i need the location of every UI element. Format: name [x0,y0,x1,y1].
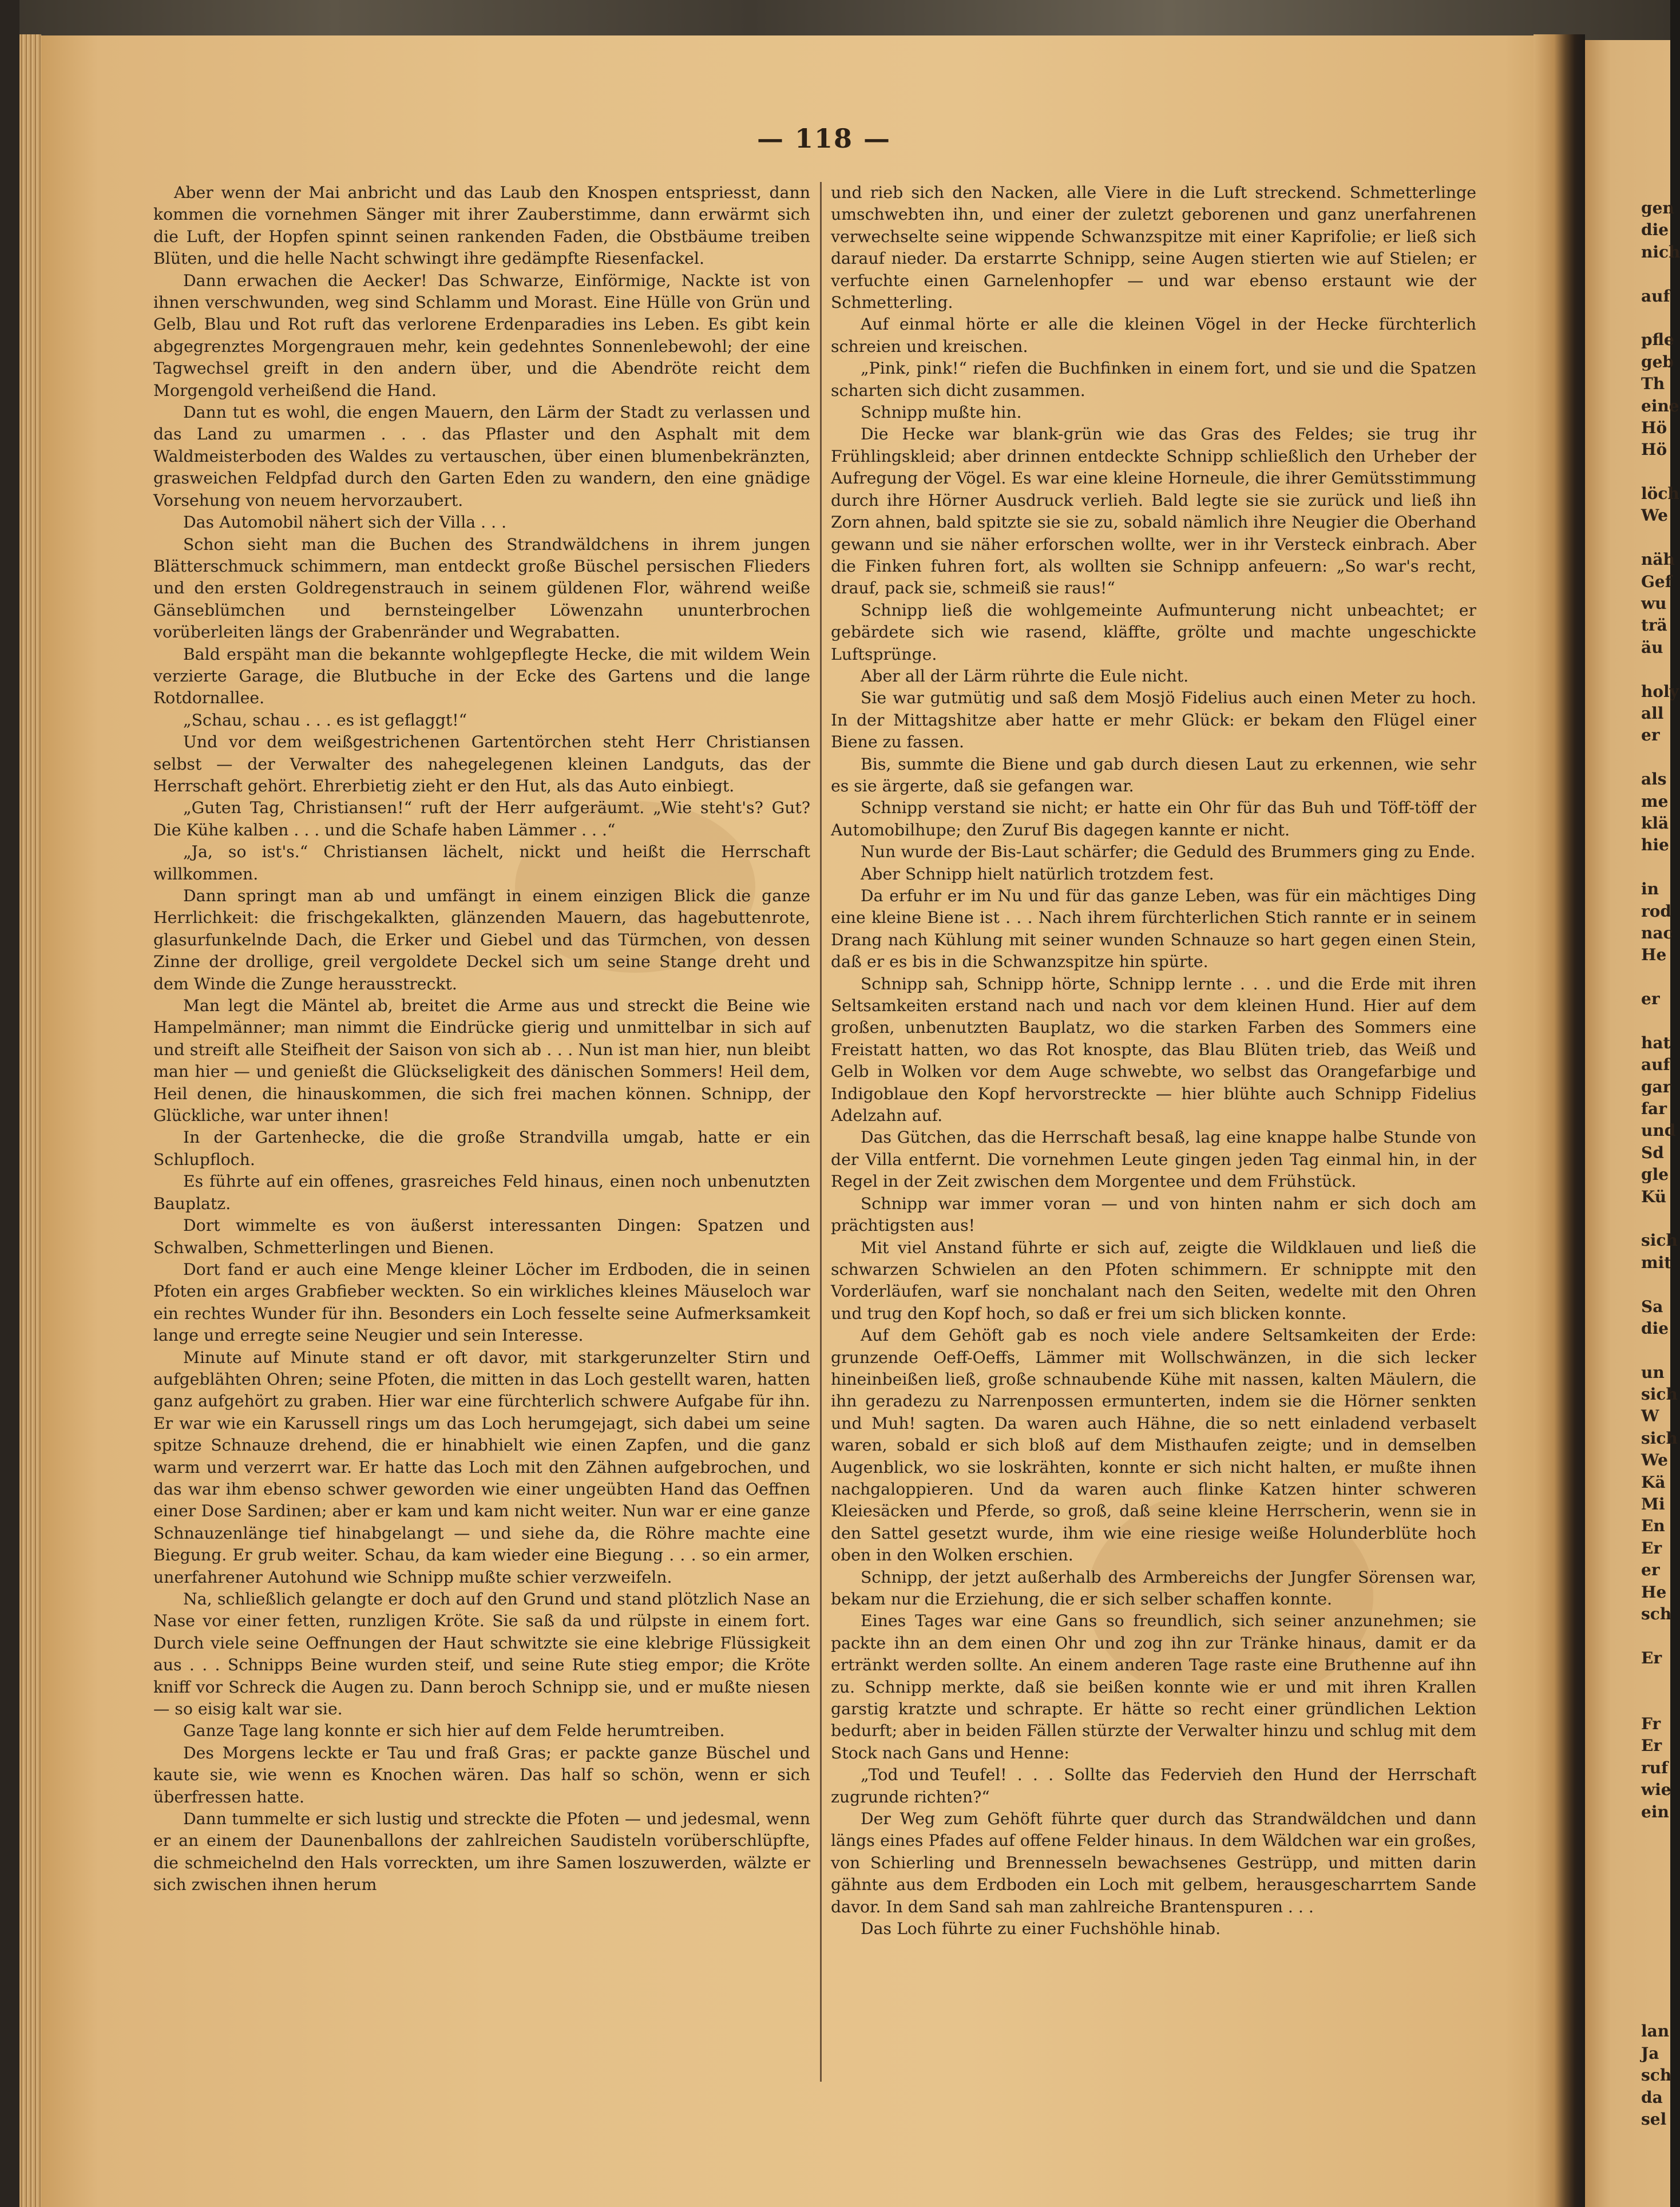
next-page-word-fragment [1641,1340,1670,1361]
next-page-word-fragment: nac [1641,923,1673,942]
next-page-word-fragment [1641,1933,1670,1955]
next-page-word-fragment: lan [1641,2022,1670,2041]
paragraph: Man legt die Mäntel ab, breitet die Arme aus und streckt die Beine wie Hampelmänner; man nimmt die Eindrücke gierig und unmittelbar in sich auf und streift alle Steifheit der Saison von sich ab . . . Nun ist man hier, nun bleibt man hier — und genießt die Glückseligkeit des dänischen Sommers! Heil dem, Heil denen, die hinauskommen, die sich frei machen können. Schnipp, der Glückliche, war unter ihnen! [153,996,810,1126]
next-page-word-fragment: die [1641,1318,1669,1338]
next-page-word-fragment: gen [1641,199,1674,217]
next-page-word-fragment: da [1641,2087,1663,2107]
next-page-word-fragment: We [1641,506,1668,525]
next-page-word-fragment: auf [1641,1055,1670,1075]
next-page-word-fragment [1641,1889,1670,1911]
next-page-word-fragment [1641,857,1670,878]
paragraph: Das Gütchen, das die Herrschaft besaß, lag eine knappe halbe Stunde von der Villa entfernt. Die vornehmen Leute gingen jeden Tag einmal hin, in der Regel in der Zeit zwischen dem Morgentee und dem Frühstück. [831,1128,1476,1191]
paragraph: Bald erspäht man die bekannte wohlgepflegte Hecke, die mit wildem Wein verzierte Garage, die Blutbuche in der Ecke des Gartens und die lange Rotdornallee. [153,644,810,708]
next-page-word-fragment: un [1641,1362,1665,1382]
next-page-word-fragment: auf [1641,286,1670,306]
paragraph: Und vor dem weißgestrichenen Gartentörchen steht Herr Christiansen selbst — der Verwalter des nahegelegenen kleinen Landguts, das der Herrschaft gehört. Ehrerbietig zieht er den Hut, als das Auto einbiegt. [153,732,810,795]
paragraph: Dann tummelte er sich lustig und streckte die Pfoten — und jedesmal, wenn er an einem der Daunenballons der zahlreichen Saudisteln vorüberschlüpfte, die schmeichelnd den Hals vorreckten, um ihre Samen loszuwerden, wälzte er sich zwischen ihnen herum [153,1809,810,1895]
next-page-word-fragment: er [1641,726,1660,745]
next-page-word-fragment: klä [1641,813,1669,833]
next-page-word-fragment: Hö [1641,440,1667,459]
next-page-word-fragment: er [1641,989,1660,1009]
next-page-word-fragment: Er [1641,1736,1662,1756]
paragraph: „Pink, pink!“ riefen die Buchfinken in einem fort, und sie und die Spatzen scharten sich dicht zusammen. [831,359,1476,400]
next-page-word-fragment: He [1641,945,1667,965]
next-page-word-fragment: We [1641,1451,1668,1470]
next-page-word-fragment: Hö [1641,418,1667,437]
next-page-word-fragment [1641,966,1670,988]
next-page-word-fragment: Sd [1641,1143,1664,1162]
paragraph: Minute auf Minute stand er oft davor, mit starkgerunzelter Stirn und aufgeblähten Ohren; seine Pfoten, die mitten in das Loch gestellt waren, hatten ganz aufgehört zu graben. Hier war eine fürchterlich schwere Aufgabe für ihn. Er war wie ein Karussell rings um das Loch herumgejagt, sich dabei um seine spitze Schnauze drehend, die er hinabhielt wie einen Zapfen, und die ganz warm und verzerrt war. Er hatte das Loch mit den Zähnen aufgebrochen, und das war ihm ebenso schwer geworden wie einer ungeübten Hand das Oeffnen einer Dose Sardinen; aber er kam und kam nicht weiter. Nun war er eine ganze Schnauzenlänge tief hinabgelangt — und siehe da, die Röhre machte eine Biegung. Er grub weiter. Schau, da kam wieder eine Biegung . . . so ein armer, unerfahrener Autohund wie Schnipp mußte schier verzweifeln. [153,1348,810,1587]
paragraph: Da erfuhr er im Nu und für das ganze Leben, was für ein mächtiges Ding eine kleine Biene ist . . . Nach ihrem fürchterlichen Stich rannte er in seinem Drang nach Kühlung mit seiner wunden Schnauze so hart gegen einen Stein, daß er es bis in die Schwanzspitze hin spürte. [831,886,1476,972]
paragraph: In der Gartenhecke, die die große Strandvilla umgab, hatte er ein Schlupfloch. [153,1128,810,1169]
paragraph: Aber all der Lärm rührte die Eule nicht. [861,666,1189,686]
next-page-word-fragment: Mi [1641,1495,1665,1514]
paragraph: Schnipp, der jetzt außerhalb des Armbereichs der Jungfer Sörensen war, bekam nur die Erziehung, die er sich selber schaffen konnte. [831,1567,1476,1608]
paragraph: Schnipp mußte hin. [861,403,1022,422]
page-edges [19,34,41,2207]
next-page-word-fragment [1641,1911,1670,1932]
next-page-word-fragment [1641,461,1670,483]
paragraph: Schnipp sah, Schnipp hörte, Schnipp lernte . . . und die Erde mit ihren Seltsamkeiten erstand nach und nach vor dem kleinen Hund. Hier auf dem großen, unbenutzten Bauplatz, wo die starken Farben des Sommers eine Freistatt hatten, wo das Rot knospte, das Blau Blüten trieb, das Weiß und Gelb in Wolken vor dem Auge schwebte, wo selbst das Orangefarbige und Indigoblaue den Kopf hervorstreckte — hier blühte auch Schnipp Fidelius Adelzahn auf. [831,974,1476,1126]
next-page-word-fragment: gar [1641,1077,1671,1096]
column-divider [820,182,822,2082]
paragraph: Der Weg zum Gehöft führte quer durch das Strandwäldchen und dann längs eines Pfades auf offene Felder hinaus. In dem Wäldchen war ein großes, von Schierling und Brennesseln bewachsenes Gestrüpp, und mitten darin gähnte aus dem Erdboden ein Loch mit gelbem, herausgescharrtem Sande davor. In dem Sand sah man zahlreiche Brantenspuren . . . [831,1809,1476,1916]
paragraph: Dort fand er auch eine Menge kleiner Löcher im Erdboden, die in seinen Pfoten ein arges Grabfieber weckten. So ein wirkliches kleines Mäuseloch war ein rechtes Wunder für ihn. Besonders ein Loch fesselte seine Aufmerksamkeit lange und erregte seine Neugier und sein Interesse. [153,1259,810,1345]
next-page-word-fragment: W [1641,1406,1659,1426]
next-page-word-fragment [1641,1823,1670,1845]
paragraph: Dann springt man ab und umfängt in einem einzigen Blick die ganze Herrlichkeit: die frischgekalkten, glänzenden Mauern, das hagebuttenrote, glasurfunkelnde Dach, die Erker und Giebel und das Türmchen, von dessen Zinne der drollige, greil vergoldete Deckel sich um seine Stange dreht und dem Winde die Zunge herausstreckt. [153,886,810,993]
next-page-word-fragment [1641,1845,1670,1867]
paragraph: Es führte auf ein offenes, grasreiches Feld hinaus, einen noch unbenutzten Bauplatz. [153,1172,810,1213]
next-page-word-fragment [1641,1274,1670,1295]
next-page-word-fragment: ein [1641,1802,1669,1821]
next-page-word-fragment: sel [1641,2109,1667,2129]
next-page-word-fragment: wie [1641,1780,1671,1800]
paragraph: „Ja, so ist's.“ Christiansen lächelt, nickt und heißt die Herrschaft willkommen. [153,842,810,883]
paragraph: „Tod und Teufel! . . . Sollte das Federvieh den Hund der Herrschaft zugrunde richten?“ [831,1765,1476,1806]
next-page-word-fragment: wu [1641,594,1667,613]
next-page-word-fragment: sich [1641,1385,1678,1404]
next-page-word-fragment [1641,1691,1670,1713]
paragraph: Sie war gutmütig und saß dem Mosjö Fidelius auch einen Meter zu hoch. In der Mittagshitze aber hatte er mehr Glück: er bekam den Flügel einer Biene zu fassen. [831,688,1476,752]
next-page-word-fragment: sich [1641,1428,1678,1448]
next-page-word-fragment [1641,1625,1670,1647]
paragraph: Das Loch führte zu einer Fuchshöhle hinab. [861,1919,1221,1939]
paragraph: „Guten Tag, Christiansen!“ ruft der Herr aufgeräumt. „Wie steht's? Gut? Die Kühe kalben . . . und die Schafe haben Lämmer . . .“ [153,798,810,839]
next-page-word-fragment: Fr [1641,1714,1661,1733]
right-text-column [831,182,1476,2082]
paragraph: Aber wenn der Mai anbricht und das Laub den Knospen entspriesst, dann kommen die vornehmen Sänger mit ihrer Zauberstimme, dann erwärmt sich die Luft, der Hopfen spinnt seinen rankenden Faden, die Obstbäume treiben Blüten, und die helle Nacht schwingt ihre gedämpfte Riesenfackel. [153,183,810,268]
paragraph: Schnipp ließ die wohlgemeinte Aufmunterung nicht unbeachtet; er gebärdete sich wie rasend, kläffte, grölte und machte ungeschickte Luftsprünge. [831,600,1476,664]
paragraph: Auf einmal hörte er alle die kleinen Vögel in der Hecke fürchterlich schreien und kreischen. [831,315,1476,356]
next-page-word-fragment: löch [1641,484,1679,504]
next-page-word-fragment [1641,1999,1670,2020]
next-page-word-fragment [1641,1955,1670,1976]
book-gutter [1534,34,1585,2207]
next-page-word-fragment: Kä [1641,1472,1666,1492]
next-page-word-fragment [1641,747,1670,768]
next-page-word-fragment: sich [1641,1231,1678,1250]
next-page-word-fragment: Sa [1641,1297,1663,1316]
next-page-word-fragment [1641,1010,1670,1032]
paragraph: Dann tut es wohl, die engen Mauern, den Lärm der Stadt zu verlassen und das Land zu umarmen . . . das Pflaster und den Asphalt mit dem Waldmeisterboden des Waldes zu vertauschen, über einen blumenbekränzten, grasweichen Feldpfad durch den Garten Eden zu wandern, den eine gnädige Vorsehung von neuem hervorzaubert. [153,403,810,510]
next-page-word-fragment: gle [1641,1165,1669,1184]
paragraph: Die Hecke war blank-grün wie das Gras des Feldes; sie trug ihr Frühlingskleid; aber drinnen entdeckte Schnipp schließlich den Urheber der Aufregung der Vögel. Es war eine kleine Horneule, die ihrer Gemütsstimmung durch ihre Hörner Ausdruck verlieh. Bald legte sie sie zurück und ließ ihn Zorn ahnen, bald spitzte sie sie zu, sobald nämlich ihre Neugier die Oberhand gewann und sie näher erforschen wollte, wer in ihr Versteck einbrach. Aber die Finken fuhren fort, als wollten sie Schnipp anfeuern: „So war's recht, drauf, pack sie, schmeiß sie raus!“ [831,425,1476,598]
next-page-word-fragment [1641,1669,1670,1691]
paragraph: Dann erwachen die Aecker! Das Schwarze, Einförmige, Nackte ist von ihnen verschwunden, weg sind Schlamm und Morast. Eine Hülle von Grün und Gelb, Blau und Rot ruft das verlorene Erdenparadies ins Leben. Es gibt kein abgegrenztes Morgengrauen mehr, kein gedehntes Sonnenlebewohl; der eine Tagwechsel greift in den andern über, und die Abendröte reicht dem Morgengold verheißend die Hand. [153,271,810,400]
paragraph: Des Morgens leckte er Tau und fraß Gras; er packte ganze Büschel und kaute sie, wie wenn es Knochen wären. Das half so schön, wenn er sich überfressen hatte. [153,1743,810,1806]
next-page-word-fragment: Ja [1641,2043,1659,2063]
paragraph: Eines Tages war eine Gans so freundlich, sich seiner anzunehmen; sie packte ihn an dem einen Ohr und zog ihn zur Tränke hinaus, damit er da ertränkt werden sollte. An einem anderen Tage raste eine Bruthenne auf ihn zu. Schnipp merkte, daß sie beißen konnte wie er und mit ihren Krallen garstig kratzte und schrapte. Er hätte so recht einer gründlichen Lektion bedurft; aber in beiden Fällen stürzte der Verwalter hinzu und schlug mit dem Stock nach Gans und Henne: [831,1611,1476,1762]
paragraph: Schnipp verstand sie nicht; er hatte ein Ohr für das Buh und Töff-töff der Automobilhupe; den Zuruf Bis dagegen kannte er nicht. [831,798,1476,839]
next-page-word-fragment: Kü [1641,1187,1667,1206]
next-page-word-fragment: sch [1641,2066,1672,2085]
next-page-word-fragment: näh [1641,550,1675,569]
next-page-word-fragment: hat [1641,1033,1671,1052]
next-page-word-fragment: ruf [1641,1758,1669,1777]
next-page-word-fragment: geb [1641,352,1674,371]
next-page-word-fragment: He [1641,1582,1667,1602]
next-page-word-fragment [1641,659,1670,680]
next-page-word-fragment: Er [1641,1648,1662,1667]
next-page-column-fragment [1641,197,1680,2130]
paragraph: Aber Schnipp hielt natürlich trotzdem fest. [861,864,1214,883]
next-page-word-fragment: als [1641,770,1667,789]
next-page-word-fragment: Er [1641,1538,1662,1558]
next-page-word-fragment: rod [1641,901,1672,921]
next-page-word-fragment [1641,1867,1670,1889]
paragraph: Schon sieht man die Buchen des Strandwäldchens in ihrem jungen Blätterschmuck schimmern, man entdeckt große Büschel persischen Flieders und den ersten Goldregenstrauch in seinem güldenen Flor, während weiße Gänseblümchen und bernsteingelber Löwenzahn ununterbrochen vorüberleiten längs der Grabenränder und Wegrabatten. [153,534,810,642]
next-page-word-fragment: sch [1641,1604,1672,1623]
next-page-word-fragment: far [1641,1099,1667,1119]
next-page-word-fragment: me [1641,791,1669,811]
paragraph: Ganze Tage lang konnte er sich hier auf dem Felde herumtreiben. [183,1721,725,1741]
paragraph: Schnipp war immer voran — und von hinten nahm er sich doch am prächtigsten aus! [831,1194,1476,1235]
next-page-word-fragment: die [1641,220,1669,240]
paragraph: Na, schließlich gelangte er doch auf den Grund und stand plötzlich Nase an Nase vor einer fetten, runzligen Kröte. Sie saß da und rülpste in einem fort. Durch viele seine Oeffnungen der Haut schwitzte sie eine klebrige Flüssigkeit aus . . . Schnipps Beine wurden steif, und seine Rute stieg empor; die Kröte kniff vor Schreck die Augen zu. Dann beroch Schnipp sie, und er mußte niesen — so eisig kalt war sie. [153,1590,810,1719]
next-page-word-fragment: all [1641,703,1664,723]
paragraph: Das Automobil nähert sich der Villa . . . [183,513,507,532]
next-page-word-fragment: holy [1641,681,1679,701]
paragraph: Bis, summte die Biene und gab durch diesen Laut zu erkennen, wie sehr es sie ärgerte, daß sie gefangen war. [831,754,1476,795]
next-page-word-fragment: Gef [1641,572,1672,591]
next-page-word-fragment [1641,307,1670,329]
next-page-word-fragment: hie [1641,835,1669,855]
book-binding [0,0,19,2207]
paragraph: Mit viel Anstand führte er sich auf, zeigte die Wildklauen und ließ die schwarzen Schwielen an den Pfoten schimmern. Er schnippte mit den Vorderläufen, warf sie nonchalant nach den Seiten, wedelte mit den Ohren und trug den Kopf hoch, so daß er frei um sich blicken konnte. [831,1238,1476,1323]
next-page-word-fragment: trä [1641,616,1667,635]
next-page-word-fragment [1641,263,1670,285]
next-page-word-fragment: äu [1641,637,1663,657]
next-page-word-fragment: pfle [1641,330,1674,350]
paragraph: Nun wurde der Bis-Laut schärfer; die Geduld des Brummers ging zu Ende. [861,842,1476,862]
next-page-word-fragment: nich [1641,242,1680,261]
paragraph: und rieb sich den Nacken, alle Viere in die Luft streckend. Schmetterlinge umschwebten ihn, und einer der zuletzt geborenen und ganz unerfahrenen verwechselte seine wippende Schwanzspitze mit einer Kaprifolie; er ließ sich darauf nieder. Da erstarrte Schnipp, seine Augen stierten wie auf Stielen; er verfuchte einen Garnelenhopfer — und war ebenso erstaunt wie der Schmetterling. [831,183,1476,312]
next-page-word-fragment: mit [1641,1253,1672,1272]
next-page-word-fragment: in [1641,879,1659,899]
paragraph: Auf dem Gehöft gab es noch viele andere Seltsamkeiten der Erde: grunzende Oeff-Oeffs, Lämmer mit Wollschwänzen, in die sich lecker hineinbeißen ließ, große schnaubende Kühe mit nassen, kalten Mäulern, die ihn geradezu zu Narrenpossen ermunterten, indem sie die Hörner senkten und Muh! sagten. Da waren auch Hähne, die so nett einladend verbaselt waren, sobald er sich bloß auf dem Misthaufen zeigte; und in demselben Augenblick, wo sie loskrähten, konnte er sich nicht halten, er mußte ihnen nachgaloppieren. Und da waren auch flinke Katzen hinter schweren Kleiesäcken und Pferde, so groß, daß seine kleine Herrscherin, wenn sie in den Sattel gesetzt wurde, ihm wie eine riesige weiße Holunderblüte hoch oben in den Wolken erschien. [831,1326,1476,1565]
next-page-word-fragment: En [1641,1516,1665,1536]
book-top-edge [0,0,1670,40]
next-page-word-fragment [1641,1977,1670,1999]
next-page-word-fragment [1641,527,1670,549]
next-page-word-fragment: eine [1641,396,1679,415]
page-number: — 118 — [756,123,891,154]
next-page-word-fragment [1641,1208,1670,1230]
next-page-word-fragment: er [1641,1560,1660,1580]
next-page-word-fragment: und [1641,1121,1676,1140]
next-page-word-fragment: Th [1641,374,1665,394]
paragraph: Dort wimmelte es von äußerst interessanten Dingen: Spatzen und Schwalben, Schmetterlingen und Bienen. [153,1216,810,1257]
left-text-column [153,182,810,2082]
paragraph: „Schau, schau . . . es ist geflaggt!“ [183,710,467,730]
